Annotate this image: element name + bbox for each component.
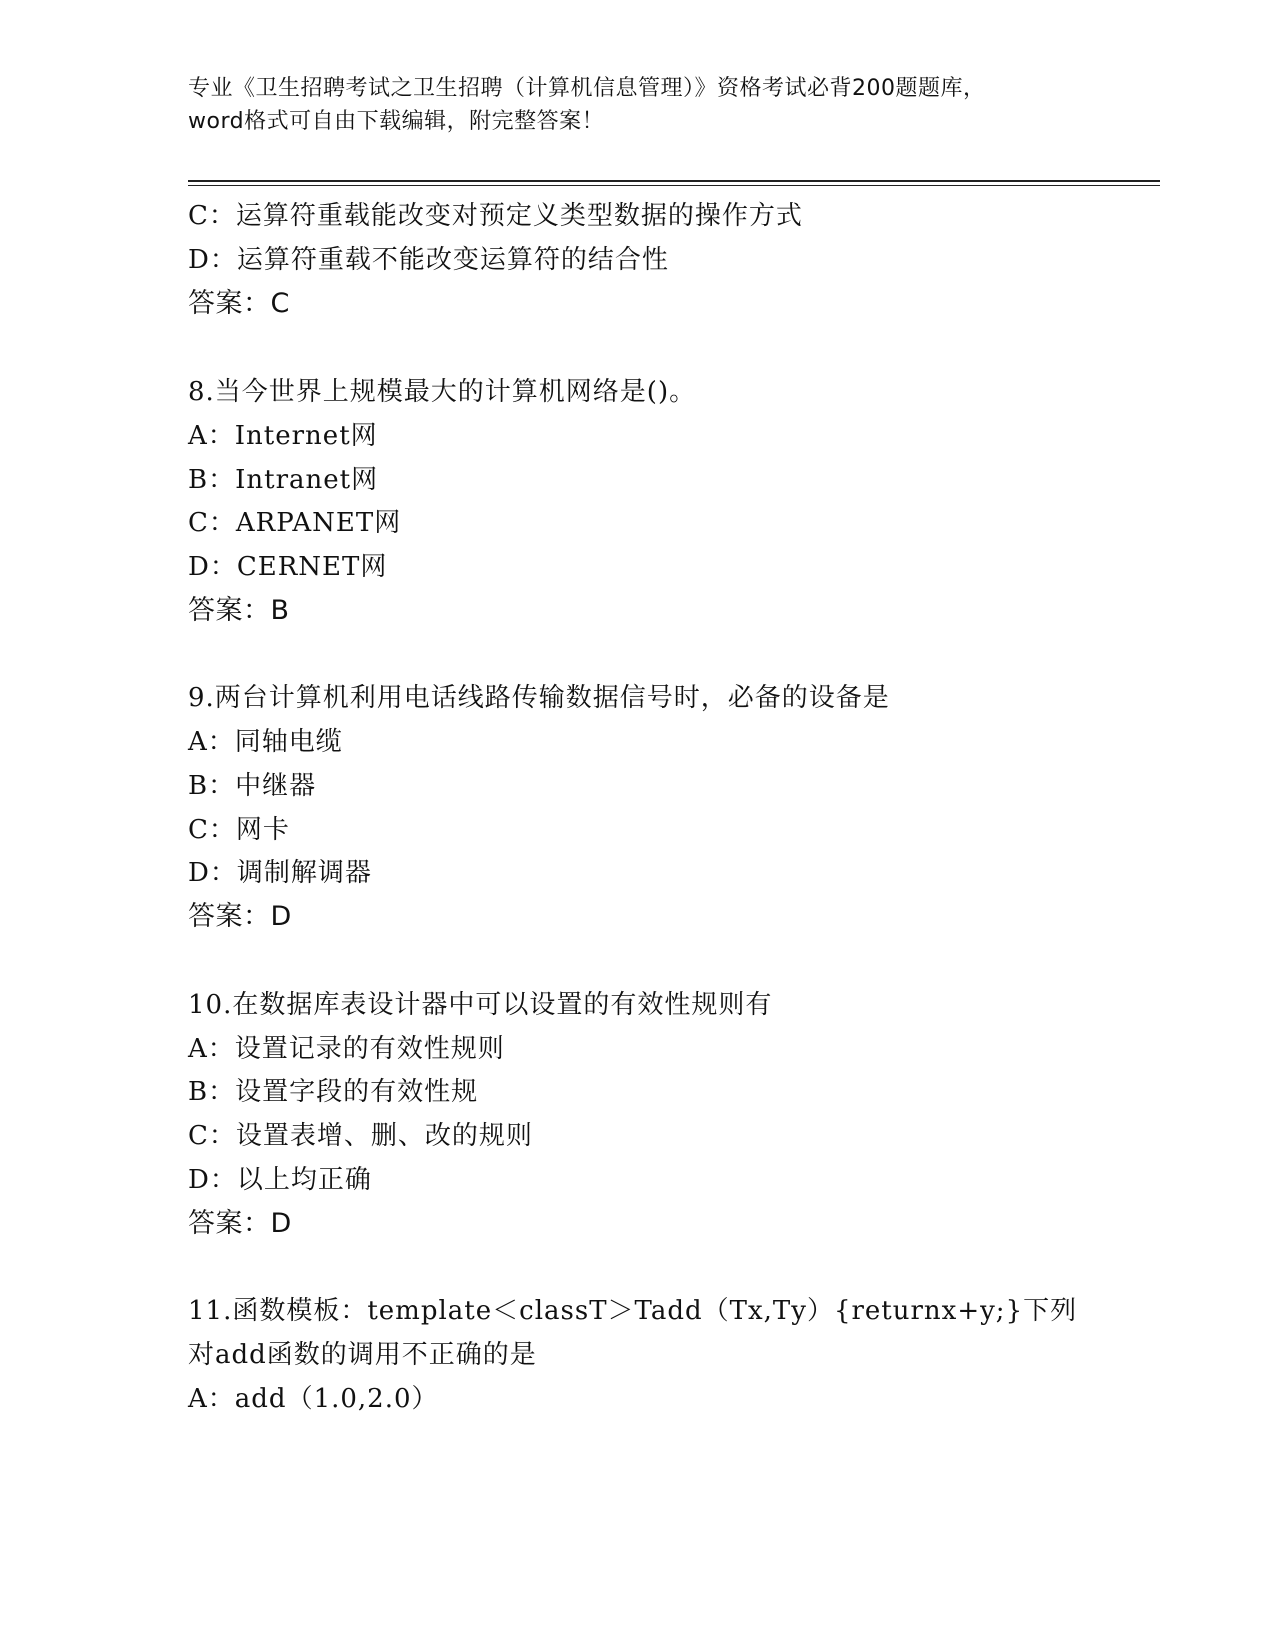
header-line-1: 专业《卫生招聘考试之卫生招聘（计算机信息管理）》资格考试必背200题题库， [188, 76, 986, 101]
q9-option-c: C：网卡 [188, 815, 290, 845]
q9-stem: 9.两台计算机利用电话线路传输数据信号时，必备的设备是 [188, 683, 890, 713]
q10-option-c: C：设置表增、删、改的规则 [188, 1121, 533, 1151]
q7-option-d: D：运算符重载不能改变运算符的结合性 [188, 245, 669, 275]
header-rule-thick [188, 180, 1160, 182]
q10-option-a: A：设置记录的有效性规则 [188, 1034, 505, 1064]
q7-option-c: C：运算符重载能改变对预定义类型数据的操作方式 [188, 201, 803, 231]
q8-stem: 8.当今世界上规模最大的计算机网络是()。 [188, 377, 697, 407]
q11-stem-line-2: 对add函数的调用不正确的是 [188, 1340, 537, 1370]
q9-answer: 答案：D [188, 901, 292, 932]
q11-stem-line-1: 11.函数模板：template＜classT＞Tadd（Tx,Ty）{returnx+y;}下列 [188, 1296, 1078, 1326]
q9-option-a: A：同轴电缆 [188, 727, 343, 757]
q10-option-b: B：设置字段的有效性规 [188, 1077, 479, 1107]
q8-option-c: C：ARPANET网 [188, 508, 402, 538]
q9-option-b: B：中继器 [188, 771, 317, 801]
q8-option-b: B：Intranet网 [188, 465, 379, 495]
q11-option-a: A：add（1.0,2.0） [188, 1384, 439, 1414]
q10-option-d: D：以上均正确 [188, 1165, 372, 1195]
q8-answer: 答案：B [188, 595, 290, 626]
q10-stem: 10.在数据库表设计器中可以设置的有效性规则有 [188, 990, 773, 1020]
header-line-2: word格式可自由下载编辑，附完整答案！ [188, 109, 605, 134]
document-header [188, 72, 1088, 138]
q8-option-a: A：Internet网 [188, 421, 378, 451]
q10-answer: 答案：D [188, 1208, 292, 1239]
q9-option-d: D：调制解调器 [188, 858, 372, 888]
header-rule-thin [188, 185, 1160, 186]
q8-option-d: D：CERNET网 [188, 552, 388, 582]
q7-answer: 答案：C [188, 288, 290, 319]
